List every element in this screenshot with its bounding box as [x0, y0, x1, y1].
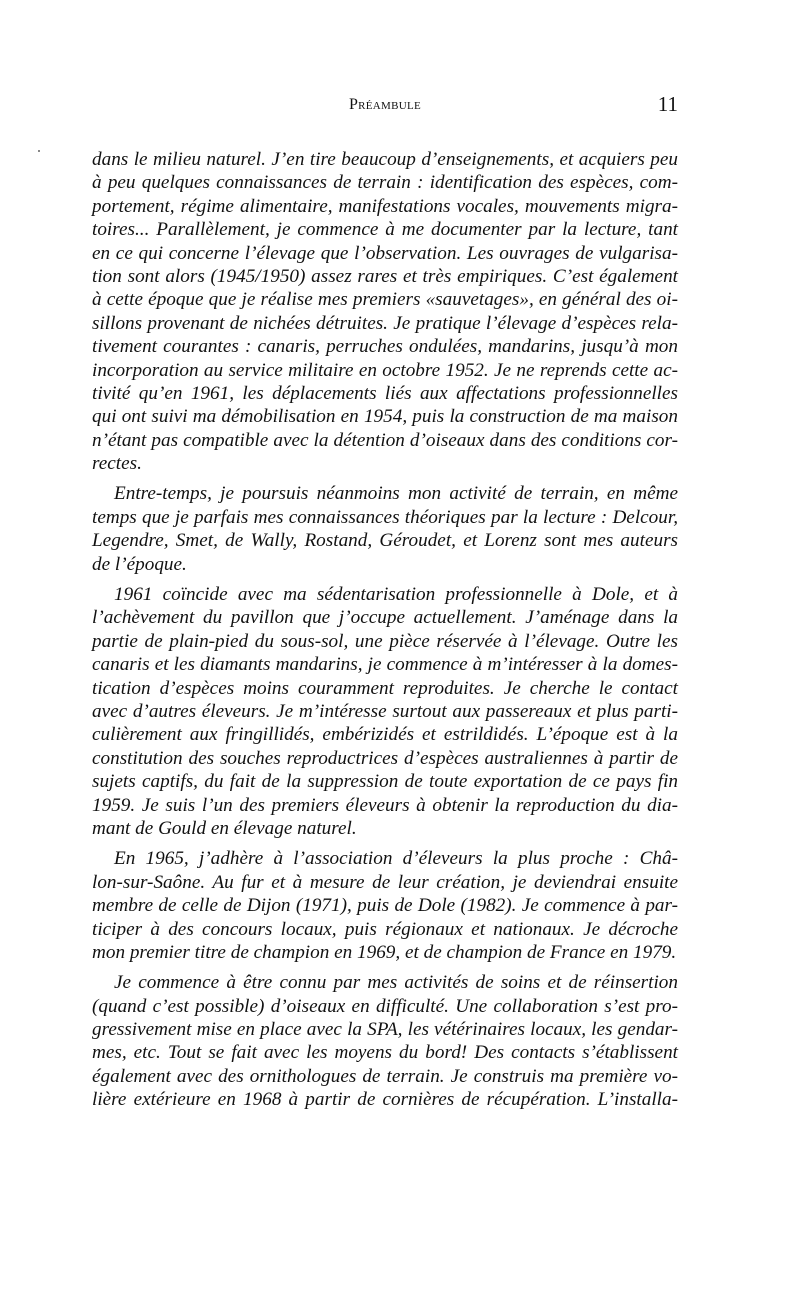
text-line: ticiper à des concours locaux, puis régionaux et nationaux. Je décroche: [92, 918, 678, 940]
text-line: sujets captifs, du fait de la suppression de toute exportation de ce pays fin: [92, 771, 678, 793]
text-line: l’achèvement du pavillon que j’occupe actuellement. J’aménage dans la: [92, 607, 678, 629]
text-line: mant de Gould en élevage naturel.: [92, 817, 357, 839]
text-line: temps que je parfais mes connaissances théoriques par la lecture : Delcour,: [92, 506, 678, 528]
paragraph: [92, 482, 678, 576]
text-line: portement, régime alimentaire, manifestations vocales, mouvements migra-: [92, 195, 678, 217]
text-line: mes, etc. Tout se fait avec les moyens du bord! Des contacts s’établissent: [92, 1042, 678, 1064]
text-line: 1961 coïncide avec ma sédentarisation professionnelle à Dole, et à: [114, 584, 678, 606]
text-line: lon-sur-Saône. Au fur et à mesure de leur création, je deviendrai ensuite: [92, 871, 678, 893]
paragraph: [92, 583, 678, 840]
text-line: en ce qui concerne l’élevage que l’observation. Les ouvrages de vulgarisa-: [92, 242, 678, 264]
text-line: gressivement mise en place avec la SPA, les vétérinaires locaux, les gendar-: [92, 1019, 678, 1041]
text-line: lière extérieure en 1968 à partir de cornières de récupération. L’installa-: [92, 1089, 678, 1111]
text-line: (quand c’est possible) d’oiseaux en difficulté. Une collaboration s’est pro-: [92, 995, 678, 1017]
body-text: [92, 148, 678, 1119]
paragraph: [92, 148, 678, 475]
text-line: de l’époque.: [92, 553, 187, 575]
running-title: Préambule: [348, 96, 422, 113]
text-line: canaris et les diamants mandarins, je commence à m’intéresser à la domes-: [92, 654, 678, 676]
text-line: incorporation au service militaire en octobre 1952. Je ne reprends cette ac-: [92, 359, 678, 381]
text-line: membre de celle de Dijon (1971), puis de Dole (1982). Je commence à par-: [92, 895, 678, 917]
text-line: mon premier titre de champion en 1969, et de champion de France en 1979.: [92, 941, 677, 963]
text-line: toires... Parallèlement, je commence à me documenter par la lecture, tant: [92, 219, 678, 241]
text-line: également avec des ornithologues de terrain. Je construis ma première vo-: [92, 1065, 678, 1087]
text-line: rectes.: [92, 453, 142, 475]
text-line: partie de plain-pied du sous-sol, une pièce réservée à l’élevage. Outre les: [92, 630, 678, 652]
text-line: à peu quelques connaissances de terrain : identification des espèces, com-: [92, 172, 678, 194]
text-line: n’étant pas compatible avec la détention d’oiseaux dans des conditions cor-: [92, 429, 678, 451]
paragraph: [92, 971, 678, 1111]
text-line: Je commence à être connu par mes activités de soins et de réinsertion: [114, 972, 678, 994]
text-line: constitution des souches reproductrices d’espèces australiennes à partir de: [92, 747, 678, 769]
text-line: culièrement aux fringillidés, embérizidés et estrildidés. L’époque est à la: [92, 724, 678, 746]
text-line: sillons provenant de nichées détruites. Je pratique l’élevage d’espèces rela-: [92, 312, 678, 334]
text-line: qui ont suivi ma démobilisation en 1954, puis la construction de ma maison: [92, 406, 678, 428]
page-number: 11: [657, 92, 678, 116]
text-line: avec d’autres éleveurs. Je m’intéresse surtout aux passereaux et plus parti-: [92, 700, 678, 722]
text-line: Legendre, Smet, de Wally, Rostand, Géroudet, et Lorenz sont mes auteurs: [92, 530, 678, 552]
text-line: tion sont alors (1945/1950) assez rares et très empiriques. C’est également: [92, 265, 678, 287]
text-line: dans le milieu naturel. J’en tire beaucoup d’enseignements, et acquiers peu: [92, 149, 678, 170]
text-line: tivement courantes : canaris, perruches ondulées, mandarins, jusqu’à mon: [92, 336, 678, 358]
scan-speck: [38, 150, 40, 152]
text-line: tication d’espèces moins couramment reproduites. Je cherche le contact: [92, 677, 678, 699]
text-line: à cette époque que je réalise mes premiers «sauvetages», en général des oi-: [92, 289, 678, 311]
paragraph: [92, 847, 678, 964]
text-line: Entre-temps, je poursuis néanmoins mon activité de terrain, en même: [114, 483, 678, 505]
text-line: En 1965, j’adhère à l’association d’éleveurs la plus proche : Châ-: [114, 848, 678, 870]
page-header: [92, 92, 678, 118]
text-line: 1959. Je suis l’un des premiers éleveurs à obtenir la reproduction du dia-: [92, 794, 678, 816]
text-line: tivité qu’en 1961, les déplacements liés aux affectations professionnelles: [92, 382, 678, 404]
